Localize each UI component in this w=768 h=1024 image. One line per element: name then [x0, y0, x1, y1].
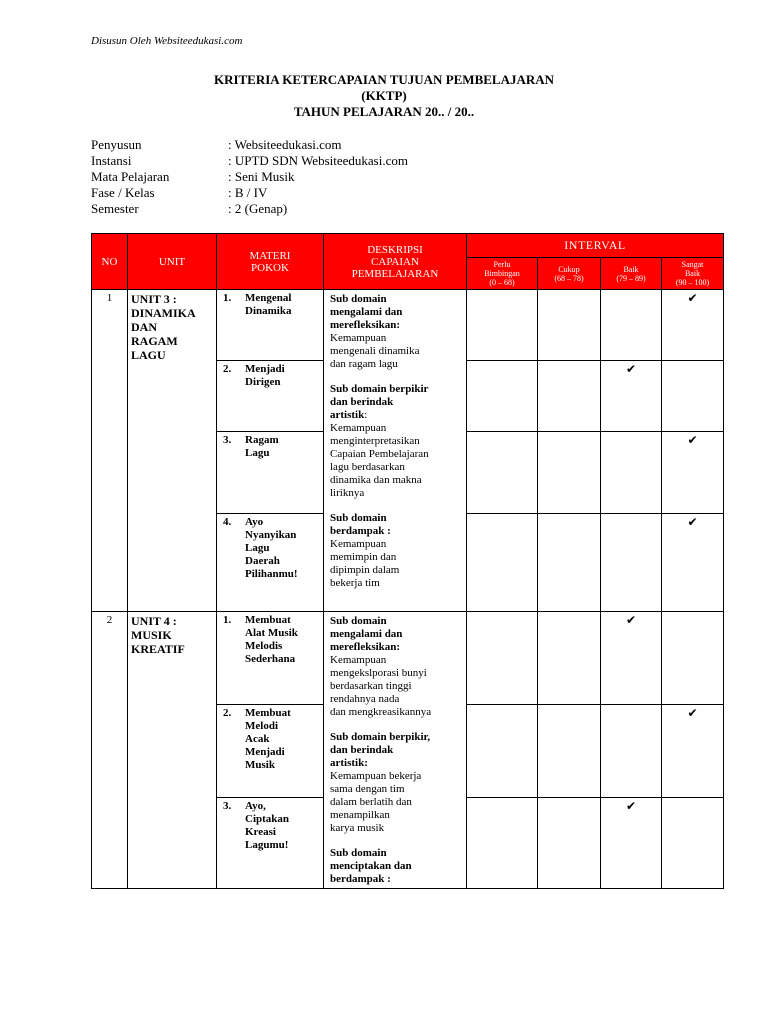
header-cukup [538, 258, 601, 290]
materi-line: Lagumu! [245, 839, 289, 851]
materi-item [217, 432, 324, 514]
unit-name [128, 612, 217, 889]
cell-cukup [538, 514, 601, 612]
sub-domain-suffix: : [364, 409, 368, 421]
desc-line: dipimpin dalam [330, 564, 400, 576]
sub-domain-title: Sub domain berpikir, [330, 731, 431, 743]
unit-line: LAGU [131, 348, 166, 362]
cell-sangat-baik [662, 514, 724, 612]
deskripsi-capaian [324, 612, 467, 889]
info-block [91, 137, 408, 217]
cell-baik [601, 705, 662, 798]
cell-sangat-baik [662, 798, 724, 889]
header-note: Disusun Oleh Websiteedukasi.com [91, 35, 243, 47]
cell-cukup [538, 798, 601, 889]
cell-perlu-bimbingan [467, 705, 538, 798]
materi-line: Dinamika [245, 305, 292, 317]
header-unit: UNIT [128, 234, 217, 290]
materi-line: Ragam [245, 434, 279, 446]
desc-line: Capaian Pembelajaran [330, 448, 429, 460]
cell-perlu-bimbingan [467, 361, 538, 432]
academic-year: TAHUN PELAJARAN 20.. / 20.. [293, 104, 475, 119]
materi-number: 3. [223, 434, 232, 446]
desc-line: mengekslporasi bunyi [330, 667, 427, 679]
table-row [92, 612, 724, 705]
cell-baik [601, 290, 662, 361]
materi-line: Menjadi [245, 746, 285, 758]
materi-line: Membuat [245, 707, 291, 719]
sub-domain-title: dan berindak [330, 396, 394, 408]
unit-line: MUSIK [131, 628, 172, 642]
materi-line: Melodi [245, 720, 278, 732]
materi-line: Lagu [245, 542, 270, 554]
desc-line: liriknya [330, 487, 365, 499]
cell-perlu-bimbingan [467, 290, 538, 361]
materi-line: Ciptakan [245, 813, 290, 825]
materi-number: 4. [223, 516, 232, 528]
info-label: Instansi [91, 153, 132, 168]
info-row-semester [91, 201, 408, 217]
header-perlu-l2: Bimbingan [484, 269, 520, 278]
cell-perlu-bimbingan [467, 798, 538, 889]
desc-line: Kemampuan [330, 332, 387, 344]
materi-line: Acak [245, 733, 270, 745]
cell-perlu-bimbingan [467, 612, 538, 705]
sub-domain-title: menciptakan dan [330, 860, 412, 872]
desc-line: dan mengkreasikannya [330, 706, 432, 718]
checkmark-icon: ✔ [625, 799, 637, 813]
cell-cukup [538, 361, 601, 432]
cell-baik [601, 798, 662, 889]
materi-item [217, 361, 324, 432]
materi-number: 2. [223, 363, 232, 375]
header-cukup-l2: (68 – 78) [554, 273, 584, 283]
info-row-fase-kelas [91, 185, 408, 201]
materi-line: Lagu [245, 447, 270, 459]
materi-line: Alat Musik [245, 627, 298, 639]
materi-line: Melodis [245, 640, 283, 652]
row-number: 1 [92, 290, 128, 612]
info-value: : UPTD SDN Websiteedukasi.com [228, 153, 408, 168]
info-label: Penyusun [91, 137, 142, 152]
materi-number: 1. [223, 292, 232, 304]
sub-domain-title: dan berindak [330, 744, 394, 756]
unit-line: KREATIF [131, 642, 185, 656]
header-baik-l2: (79 – 89) [616, 273, 646, 283]
sub-domain-title: berdampak : [330, 873, 391, 885]
desc-line: sama dengan tim [330, 783, 405, 795]
info-row-penyusun [91, 137, 408, 153]
materi-line: Nyanyikan [245, 529, 297, 541]
unit-name [128, 290, 217, 612]
info-label: Mata Pelajaran [91, 169, 170, 184]
deskripsi-capaian [324, 290, 467, 612]
desc-line: dan ragam lagu [330, 358, 398, 370]
checkmark-icon: ✔ [625, 362, 637, 376]
desc-line: berdasarkan tinggi [330, 680, 412, 692]
materi-line: Mengenal [245, 292, 292, 304]
header-cukup-l1: Cukup [558, 264, 580, 274]
header-interval: INTERVAL [467, 234, 724, 258]
sub-domain-title: artistik [330, 409, 365, 421]
cell-cukup [538, 612, 601, 705]
cell-sangat-baik [662, 612, 724, 705]
desc-line: Kemampuan [330, 422, 387, 434]
cell-sangat-baik [662, 290, 724, 361]
desc-line: lagu berdasarkan [330, 461, 405, 473]
cell-cukup [538, 290, 601, 361]
desc-line: Kemampuan bekerja [330, 770, 422, 782]
header-desc-l1: DESKRIPSI [367, 243, 423, 256]
unit-line: DINAMIKA [131, 306, 196, 320]
materi-line: Membuat [245, 614, 291, 626]
materi-line: Dirigen [245, 376, 281, 388]
sub-domain-title: Sub domain berpikir [330, 383, 429, 395]
unit-line: UNIT 4 : [131, 614, 177, 628]
desc-line: menampilkan [330, 809, 390, 821]
row-number: 2 [92, 612, 128, 889]
cell-cukup [538, 432, 601, 514]
table-row [92, 290, 724, 361]
materi-item [217, 705, 324, 798]
document-title: KRITERIA KETERCAPAIAN TUJUAN PEMBELAJARAN [213, 72, 555, 87]
info-label: Fase / Kelas [91, 185, 155, 200]
desc-line: memimpin dan [330, 551, 397, 563]
desc-line: menginterpretasikan [330, 435, 420, 447]
cell-perlu-bimbingan [467, 514, 538, 612]
materi-line: Ayo, [245, 800, 266, 812]
materi-item [217, 290, 324, 361]
header-desc-l3: PEMBELAJARAN [351, 267, 439, 280]
sub-domain-title: merefleksikan: [330, 641, 401, 653]
materi-line: Menjadi [245, 363, 285, 375]
materi-number: 2. [223, 707, 232, 719]
header-materi-l1: MATERI [249, 249, 291, 262]
info-value: : B / IV [228, 185, 268, 200]
desc-line: dalam berlatih dan [330, 796, 412, 808]
materi-item [217, 798, 324, 889]
checkmark-icon: ✔ [687, 433, 698, 447]
sub-domain-title: Sub domain [330, 615, 387, 627]
info-value: : 2 (Genap) [228, 201, 288, 216]
materi-item [217, 612, 324, 705]
materi-line: Kreasi [245, 826, 276, 838]
desc-line: mengenali dinamika [330, 345, 420, 357]
header-perlu-l1: Perlu [493, 260, 511, 269]
materi-line: Ayo [245, 516, 264, 528]
desc-line: bekerja tim [330, 577, 380, 589]
sub-domain-title: merefleksikan: [330, 319, 401, 331]
desc-line: Kemampuan [330, 654, 387, 666]
info-value: : Websiteedukasi.com [228, 137, 342, 152]
unit-line: UNIT 3 : [131, 292, 177, 306]
materi-line: Daerah [245, 555, 280, 567]
checkmark-icon: ✔ [687, 291, 698, 305]
materi-number: 1. [223, 614, 232, 626]
sub-domain-title: artistik: [330, 757, 368, 769]
unit-line: RAGAM [131, 334, 178, 348]
sub-domain-title: Sub domain [330, 512, 387, 524]
header-sangat-l1: Sangat [681, 260, 704, 269]
header-materi-l2: POKOK [251, 261, 289, 274]
checkmark-icon: ✔ [687, 515, 698, 529]
sub-domain-title: berdampak : [330, 525, 391, 537]
desc-line: Kemampuan [330, 538, 387, 550]
header-baik [601, 258, 662, 290]
cell-baik [601, 361, 662, 432]
cell-cukup [538, 705, 601, 798]
header-no: NO [92, 234, 128, 290]
checkmark-icon: ✔ [687, 706, 698, 720]
sub-domain-title: mengalami dan [330, 628, 403, 640]
cell-sangat-baik [662, 361, 724, 432]
header-desc-l2: CAPAIAN [371, 255, 419, 268]
desc-line: dinamika dan makna [330, 474, 422, 486]
header-materi [217, 234, 324, 290]
cell-baik [601, 432, 662, 514]
header-baik-l1: Baik [623, 264, 639, 274]
cell-perlu-bimbingan [467, 432, 538, 514]
info-row-mata-pelajaran [91, 169, 408, 185]
header-perlu-l3: (0 – 68) [489, 278, 515, 287]
cell-sangat-baik [662, 432, 724, 514]
header-sangat-baik [662, 258, 724, 290]
cell-baik [601, 514, 662, 612]
checkmark-icon: ✔ [625, 613, 637, 627]
info-label: Semester [91, 201, 139, 216]
unit-line: DAN [131, 320, 157, 334]
materi-line: Sederhana [245, 653, 296, 665]
desc-line: karya musik [330, 822, 385, 834]
desc-line: rendahnya nada [330, 693, 400, 705]
cell-sangat-baik [662, 705, 724, 798]
materi-item [217, 514, 324, 612]
header-sangat-l2: Baik [684, 269, 701, 278]
info-value: : Seni Musik [228, 169, 295, 184]
header-deskripsi [324, 234, 467, 290]
info-row-instansi [91, 153, 408, 169]
sub-domain-title: mengalami dan [330, 306, 403, 318]
sub-domain-title: Sub domain [330, 293, 387, 305]
header-sangat-l3: (90 – 100) [675, 278, 710, 287]
header-perlu-bimbingan [467, 258, 538, 290]
sub-domain-title: Sub domain [330, 847, 387, 859]
kktp-table [91, 233, 724, 889]
document-subtitle: (KKTP) [361, 88, 407, 103]
materi-number: 3. [223, 800, 232, 812]
materi-line: Pilihanmu! [245, 568, 298, 580]
cell-baik [601, 612, 662, 705]
materi-line: Musik [245, 759, 275, 771]
